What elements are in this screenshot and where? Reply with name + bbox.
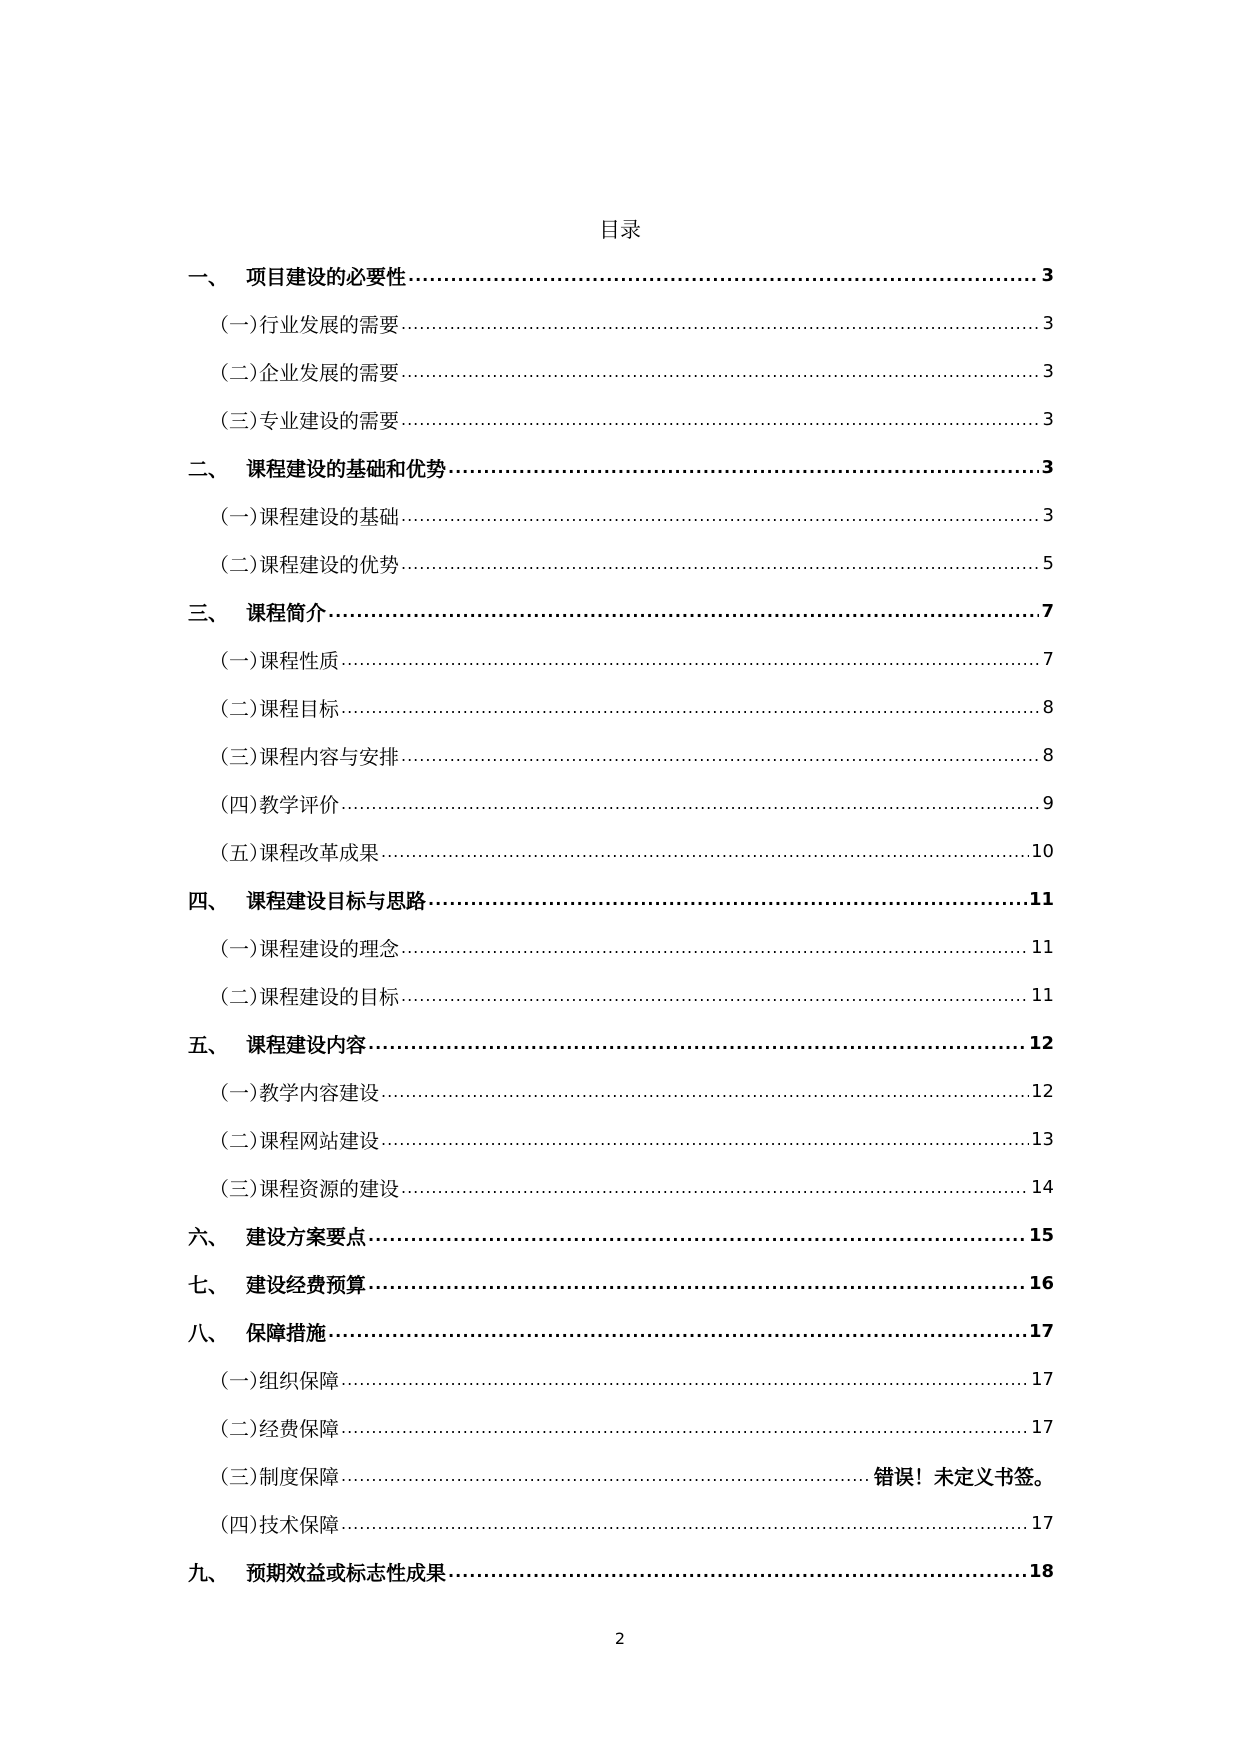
- toc-entry-label: 课程目标: [259, 696, 339, 721]
- toc-list: [188, 251, 1054, 1595]
- dot-leader: [401, 938, 1029, 957]
- toc-subsection-link[interactable]: [188, 827, 1054, 875]
- toc-entry-page: 14: [1031, 1176, 1054, 1198]
- toc-subsection-link[interactable]: [188, 1067, 1054, 1115]
- dot-leader: [341, 1514, 1029, 1533]
- toc-entry-label: 课程建设内容: [246, 1032, 366, 1057]
- toc-section-link[interactable]: [188, 443, 1054, 491]
- dot-leader: [368, 1274, 1027, 1293]
- toc-entry-number: （二）: [209, 984, 269, 1009]
- toc-subsection-link[interactable]: [188, 1403, 1054, 1451]
- toc-subsection-link[interactable]: [188, 1163, 1054, 1211]
- toc-entry-number: 八、: [188, 1320, 228, 1345]
- toc-entry-page: 3: [1042, 360, 1054, 382]
- dot-leader: [401, 1178, 1029, 1197]
- dot-leader: [448, 1562, 1027, 1581]
- toc-entry-number: （二）: [209, 360, 269, 385]
- toc-subsection-link[interactable]: [188, 347, 1054, 395]
- toc-entry-page: 10: [1031, 840, 1054, 862]
- toc-entry-page: 7: [1042, 648, 1054, 670]
- toc-entry-number: （三）: [209, 744, 269, 769]
- dot-leader: [368, 1034, 1027, 1053]
- toc-subsection-link[interactable]: [188, 683, 1054, 731]
- toc-entry-label: 行业发展的需要: [259, 312, 399, 337]
- dot-leader: [381, 1082, 1029, 1101]
- dot-leader: [408, 266, 1039, 285]
- toc-subsection-link[interactable]: [188, 779, 1054, 827]
- toc-entry-number: 七、: [188, 1272, 228, 1297]
- toc-entry-number: （一）: [209, 648, 269, 673]
- toc-entry-label: 制度保障: [259, 1464, 339, 1489]
- toc-entry-label: 课程内容与安排: [259, 744, 399, 769]
- toc-section-link[interactable]: [188, 1307, 1054, 1355]
- toc-entry-label: 企业发展的需要: [259, 360, 399, 385]
- toc-entry-page: 17: [1031, 1512, 1054, 1534]
- dot-leader: [401, 554, 1041, 573]
- toc-entry-number: （二）: [209, 552, 269, 577]
- toc-entry-number: （四）: [209, 1512, 269, 1537]
- toc-entry-label: 项目建设的必要性: [246, 264, 406, 289]
- toc-entry-label: 课程资源的建设: [259, 1176, 399, 1201]
- dot-leader: [401, 362, 1041, 381]
- toc-entry-number: （三）: [209, 1176, 269, 1201]
- dot-leader: [341, 794, 1041, 813]
- toc-subsection-link[interactable]: [188, 1499, 1054, 1547]
- toc-entry-label: 保障措施: [246, 1320, 326, 1345]
- toc-entry-number: （二）: [209, 1416, 269, 1441]
- toc-section-link[interactable]: [188, 1259, 1054, 1307]
- dot-leader: [381, 1130, 1029, 1149]
- dot-leader: [401, 410, 1041, 429]
- toc-entry-number: 二、: [188, 456, 228, 481]
- toc-entry-number: 九、: [188, 1560, 228, 1585]
- toc-entry-page: 12: [1028, 1032, 1054, 1054]
- toc-entry-page: 12: [1031, 1080, 1054, 1102]
- toc-section-link[interactable]: [188, 251, 1054, 299]
- dot-leader: [381, 842, 1029, 861]
- toc-entry-page: 3: [1042, 408, 1054, 430]
- toc-entry-page: 7: [1041, 600, 1054, 622]
- toc-entry-number: （一）: [209, 1368, 269, 1393]
- toc-entry-number: （二）: [209, 1128, 269, 1153]
- toc-entry-label: 建设方案要点: [246, 1224, 366, 1249]
- toc-entry-page: 17: [1031, 1416, 1054, 1438]
- toc-subsection-link[interactable]: [188, 395, 1054, 443]
- toc-entry-label: 课程建设的基础和优势: [246, 456, 446, 481]
- toc-entry-label: 课程网站建设: [259, 1128, 379, 1153]
- dot-leader: [341, 1370, 1029, 1389]
- toc-entry-page: 5: [1042, 552, 1054, 574]
- toc-entry-page: 3: [1041, 456, 1054, 478]
- toc-entry-page: 17: [1028, 1320, 1054, 1342]
- toc-entry-label: 组织保障: [259, 1368, 339, 1393]
- toc-entry-number: 六、: [188, 1224, 228, 1249]
- toc-subsection-link[interactable]: [188, 635, 1054, 683]
- toc-entry-page: 3: [1041, 264, 1054, 286]
- dot-leader: [368, 1226, 1027, 1245]
- toc-entry-number: （一）: [209, 936, 269, 961]
- toc-entry-label: 专业建设的需要: [259, 408, 399, 433]
- toc-section-link[interactable]: [188, 1547, 1054, 1595]
- toc-entry-number: （三）: [209, 1464, 269, 1489]
- toc-entry-label: 课程改革成果: [259, 840, 379, 865]
- toc-section-link[interactable]: [188, 587, 1054, 635]
- toc-entry-page: 13: [1031, 1128, 1054, 1150]
- toc-subsection-link[interactable]: [188, 539, 1054, 587]
- toc-entry-label: 教学评价: [259, 792, 339, 817]
- dot-leader: [341, 1466, 872, 1485]
- toc-entry-number: 一、: [188, 264, 228, 289]
- toc-entry-page: 11: [1031, 936, 1054, 958]
- toc-entry-label: 课程建设的目标: [259, 984, 399, 1009]
- toc-entry-page: 16: [1028, 1272, 1054, 1294]
- toc-subsection-link[interactable]: [188, 1451, 1054, 1499]
- toc-entry-number: （二）: [209, 696, 269, 721]
- toc-subsection-link[interactable]: [188, 1115, 1054, 1163]
- toc-entry-number: （三）: [209, 408, 269, 433]
- toc-entry-page: 8: [1042, 744, 1054, 766]
- toc-entry-label: 课程建设的优势: [259, 552, 399, 577]
- toc-section-link[interactable]: [188, 1019, 1054, 1067]
- toc-entry-label: 课程建设目标与思路: [246, 888, 426, 913]
- dot-leader: [341, 650, 1041, 669]
- toc-entry-page: 17: [1031, 1368, 1054, 1390]
- toc-entry-label: 教学内容建设: [259, 1080, 379, 1105]
- toc-entry-label: 课程简介: [246, 600, 326, 625]
- toc-entry-label: 预期效益或标志性成果: [246, 1560, 446, 1585]
- toc-bookmark-error: 错误！未定义书签。: [874, 1464, 1054, 1489]
- toc-entry-label: 建设经费预算: [246, 1272, 366, 1297]
- page-number: 2: [614, 1629, 626, 1648]
- dot-leader: [401, 746, 1041, 765]
- toc-entry-number: （一）: [209, 1080, 269, 1105]
- toc-section-link[interactable]: [188, 1211, 1054, 1259]
- dot-leader: [401, 314, 1041, 333]
- toc-entry-label: 课程建设的基础: [259, 504, 399, 529]
- toc-entry-number: （一）: [209, 312, 269, 337]
- toc-entry-page: 3: [1042, 504, 1054, 526]
- toc-entry-number: 四、: [188, 888, 228, 913]
- toc-subsection-link[interactable]: [188, 491, 1054, 539]
- toc-entry-label: 课程建设的理念: [259, 936, 399, 961]
- toc-section-link[interactable]: [188, 875, 1054, 923]
- toc-entry-number: （一）: [209, 504, 269, 529]
- toc-entry-page: 18: [1028, 1560, 1054, 1582]
- toc-entry-page: 3: [1042, 312, 1054, 334]
- toc-entry-page: 8: [1042, 696, 1054, 718]
- dot-leader: [341, 698, 1041, 717]
- toc-entry-page: 11: [1031, 984, 1054, 1006]
- toc-entry-label: 课程性质: [259, 648, 339, 673]
- toc-subsection-link[interactable]: [188, 731, 1054, 779]
- toc-subsection-link[interactable]: [188, 1355, 1054, 1403]
- dot-leader: [428, 890, 1027, 909]
- dot-leader: [341, 1418, 1029, 1437]
- toc-entry-label: 技术保障: [259, 1512, 339, 1537]
- toc-subsection-link[interactable]: [188, 923, 1054, 971]
- toc-entry-number: 五、: [188, 1032, 228, 1057]
- toc-entry-page: 11: [1028, 888, 1054, 910]
- toc-entry-page: 9: [1042, 792, 1054, 814]
- toc-entry-number: 三、: [188, 600, 228, 625]
- dot-leader: [401, 986, 1029, 1005]
- toc-subsection-link[interactable]: [188, 971, 1054, 1019]
- toc-entry-number: （五）: [209, 840, 269, 865]
- toc-title: 目录: [599, 218, 641, 242]
- toc-subsection-link[interactable]: [188, 299, 1054, 347]
- toc-entry-label: 经费保障: [259, 1416, 339, 1441]
- toc-entry-page: 15: [1028, 1224, 1054, 1246]
- dot-leader: [448, 458, 1039, 477]
- toc-entry-number: （四）: [209, 792, 269, 817]
- dot-leader: [328, 1322, 1027, 1341]
- dot-leader: [328, 602, 1039, 621]
- dot-leader: [401, 506, 1041, 525]
